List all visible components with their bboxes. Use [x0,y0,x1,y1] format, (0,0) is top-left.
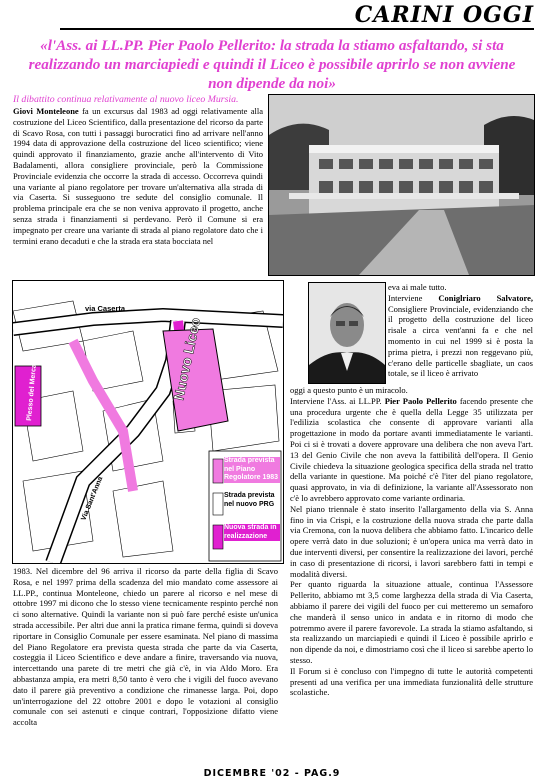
masthead-rule [60,28,534,30]
portrait-photo [308,282,386,384]
street-map [12,280,284,564]
legend-label-new-prg: Strada prevista nel nuovo PRG [224,492,275,508]
masthead-logo: CARINI OGGI [354,2,534,28]
paragraph: Per quanto riguarda la situazione attuale, continua l'Assessore Pellerito, abbiamo mt 3,5 come larghezza della strada di Via Caserta, abbiamo il parere dei vigili del fuoco per cui metteremo un semaforo che manderà il senso unico in andata e in ritorno di modo che potremmo avere il parere favorevole. La strada la stiamo asfaltando, si sta realizzando un marciapiedi e quindi il Liceo è possibile aprirlo e non dipende da noi, e dimostriamo così che il liceo si sarebbe aperto lo stesso. [290,579,533,665]
map-street-label: via Caserta [85,304,126,313]
article-headline: «l'Ass. ai LL.PP. Pier Paolo Pellerito: la strada la stiamo asfaltando, si sta realizzando un marciapiedi e quindi il Liceo è possibile aprirlo se non avviene non dipende da noi» [28,37,516,92]
paragraph-text: facendo presente che una procedura urgente che è quella della Legge 35 utilizzata per l'edilizia scolastica che consente di approvare varianti alla progettazione in modo da portare avanti immediatamente le varianti. Poi ci si è trovati a dovere approvare una delibera che non aveva l'art. 13 del Genio Civile che non aveva la fattibilità dell'opera. Il Genio Civile chiedeva la situazione geologica specifica della strada nel tratto della variante in questione. Ma poiché c'è l'iter del piano regolatore, quasi approvato, in via di definizione, la variante all'Assessorato non c'è lo avrebbero approvato come variante ordinaria. [290,395,533,503]
column-left-top [13,106,263,278]
column-right-middle [388,282,533,384]
paragraph: oggi a questo punto è un miracolo. [290,385,408,395]
paragraph: Il Forum si è concluso con l'impegno di tutte le autorità competenti presenti ad una verifica per una immediata funzionalità delle strutture scolastiche. [290,665,533,698]
map-area-label: Plesso del Mercatello [26,349,40,422]
article-intro: Il dibattito continua relativamente al nuovo liceo Mursia. [13,94,239,105]
paragraph-text: fa un excursus dal 1983 ad oggi relativamente alla costruzione del Liceo Scientifico, dalla presentazione del ricorso da parte di Scavo Rosa, con tutti i passaggi burocratici fino ad arrivare nell'anno 1994 data di approvazione della costruzione del liceo scientifico; viene quindi approvato il finanziamento, grazie anche all'intervento di Vito Badalamenti, allora consigliere provinciale, però la Commissione Provinciale evidenzia che occorre la strada di accesso. Occorreva quindi una variante al piano regolatore per trovare un'alternativa alla strada di via Caserta. Si susseguono tre sedute del consiglio comunale. Il problema principale era che se non veniva approvato il progetto, anche senza strada i finanziamenti si perdevano. Però il Comune si era impegnato per creare una variante di strada al piano regolatore dato che i termini erano decaduti e che la strada era stata bocciata nel [13,106,263,246]
legend-label-new-road: Nuova strada in realizzazione [224,524,280,541]
school-building-photo [268,94,535,276]
column-right-bottom [290,385,533,760]
speaker-name: Giovi Monteleone [13,106,79,116]
paragraph: Nel piano triennale è stato inserito l'allargamento della via S. Anna fino in via Crispi, e la costruzione della nuova strada che parte dalla via Cremona, con la nuova delibera che abbiamo fatto. L'incarico delle opere verrà dato in due soluzioni; è un'opera unica ma verrà dato in due interventi diversi, per consentire la realizzazione dei lavori, perché in caso di presentazione di ricorsi, i lavori sarebbero fatti in tempi e modalità diversi. [290,503,533,579]
map-liceo-label: Nuovo Liceo [170,316,204,402]
speaker-name: Pier Paolo Pellerito [384,395,457,406]
legend-label-1983: Strada prevista nel Piano Regolatore 1983 [224,457,279,481]
paragraph [13,106,263,246]
paragraph [388,282,533,379]
paragraph-text: Consigliere Provinciale, evidenziando che il progetto della costruzione del liceo risale a circa vent'anni fa e che nel momento in cui nel 1999 si è posta la prima pietra, i prezzi non reggevano più, c'erano delle particelle sbagliate, un caos totale, se il liceo è arrivato [388,303,533,379]
speaker-name: Coniglriaro Salvatore, [438,292,533,303]
column-left-bottom [13,566,278,762]
page-footer: DICEMBRE '02 - PAG.9 [203,768,341,779]
paragraph-text: Interviene l'Ass. ai LL.PP. [290,395,385,406]
paragraph: 1983. Nel dicembre del 96 arriva il ricorso da parte della figlia di Scavo Rosa, e nel 1997 prima della scadenza del mio mandato come assessore ai LL.PP., continua Monteleone, chiedo un parere al ricorso e nel mese di ottobre 1997 mi dicono che lo stesso viene tecnicamente respinto perché non ci sono alternative. Quindi la variante non si può fare perché esiste un'unica strada accessibile. Per altri due anni la pratica rimane ferma, quindi si doveva riportare in Consiglio Comunale per essere esaminata. Nel piano di massima del Piano Regolatore era prevista questa strada che parte da via Caserta, costeggia il Liceo Scientifico e deve andare a finire, traversando via nuova, intercettando una parete di tre metri che già c'è, in via Aldo Moro. Era abbastanza ampia, era metri 8,50 tanto è vero che i vigili del fuoco avevano dato il parere già preventivo a condizione che rimanesse larga. Poi, dopo un'interrogazione del 22 ottobre 2001 e dopo le votazioni al consiglio comunale con sei astenuti e cinque contrari, l'opposizione difatto viene accolta [13,566,278,728]
paragraph-text: Interviene [388,292,439,303]
paragraph-text: eva ai male tutto. [388,282,447,292]
paragraph [290,396,533,504]
map-street-label: Via Sant'Anna [80,475,105,522]
